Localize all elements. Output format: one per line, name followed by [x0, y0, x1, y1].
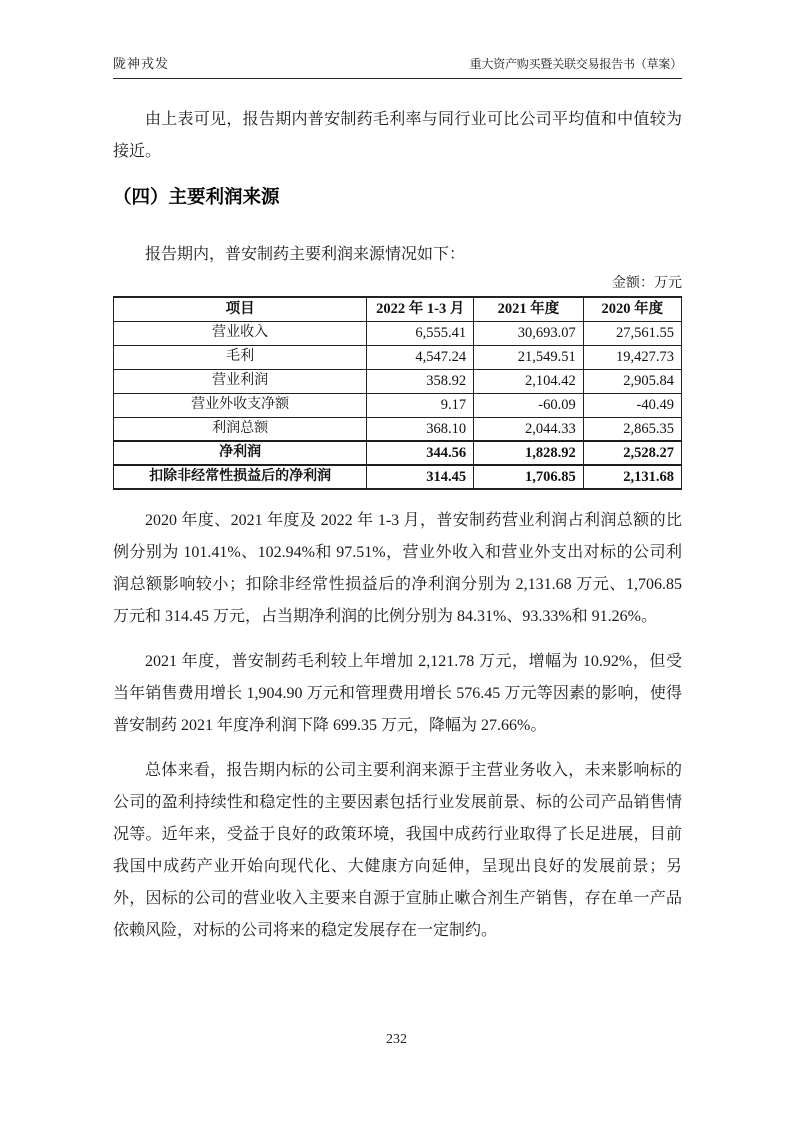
page-number: 232 [386, 1032, 407, 1047]
analysis-paragraph: 2021 年度，普安制药毛利较上年增加 2,121.78 万元，增幅为 10.92%，但受当年销售费用增长 1,904.90 万元和管理费用增长 576.45 万元等因素的影响，使得普安制药 2021 年度净利润下降 699.35 万元，降幅为 27.66%。 [113, 653, 682, 734]
table-row [114, 321, 682, 345]
row-value: 1,828.92 [474, 441, 584, 465]
row-value: 2,905.84 [583, 369, 681, 393]
table-row [114, 465, 682, 489]
analysis-paragraph: 2020 年度、2021 年度及 2022 年 1-3 月，普安制药营业利润占利润总额的比例分别为 101.41%、102.94%和 97.51%，营业外收入和营业外支出对标的公司利润总额影响较小；扣除非经常性损益后的净利润分别为 2,131.68 万元、1,706.85 万元和 314.45 万元，占当期净利润的比例分别为 84.31%、93.33%和 91.26%。 [113, 512, 682, 625]
row-value: 21,549.51 [474, 345, 584, 369]
row-label: 营业外收支净额 [114, 393, 367, 417]
row-value: -40.49 [583, 393, 681, 417]
row-value: 30,693.07 [474, 321, 584, 345]
row-label: 毛利 [114, 345, 367, 369]
row-label: 扣除非经常性损益后的净利润 [114, 465, 367, 489]
row-value: 358.92 [367, 369, 474, 393]
table-header-2021: 2021 年度 [474, 297, 584, 321]
table-header-row [114, 297, 682, 321]
page-content [113, 0, 682, 947]
table-header-2020: 2020 年度 [583, 297, 681, 321]
row-value: 344.56 [367, 441, 474, 465]
row-value: -60.09 [474, 393, 584, 417]
table-row [114, 441, 682, 465]
row-value: 314.45 [367, 465, 474, 489]
table-row [114, 417, 682, 441]
running-header [113, 0, 682, 79]
profit-source-table [113, 296, 682, 490]
intro-paragraph: 由上表可见，报告期内普安制药毛利率与同行业可比公司平均值和中值较为接近。 [113, 111, 682, 160]
row-value: 2,865.35 [583, 417, 681, 441]
row-value: 4,547.24 [367, 345, 474, 369]
amount-unit-note: 金额：万元 [612, 276, 682, 291]
row-value: 2,104.42 [474, 369, 584, 393]
row-label: 营业收入 [114, 321, 367, 345]
row-value: 19,427.73 [583, 345, 681, 369]
row-label: 净利润 [114, 441, 367, 465]
row-value: 6,555.41 [367, 321, 474, 345]
row-value: 1,706.85 [474, 465, 584, 489]
analysis-paragraph: 总体来看，报告期内标的公司主要利润来源于主营业务收入，未来影响标的公司的盈利持续性和稳定性的主要因素包括行业发展前景、标的公司产品销售情况等。近年来，受益于良好的政策环境，我国中成药行业取得了长足进展，目前我国中成药产业开始向现代化、大健康方向延伸，呈现出良好的发展前景；另外，因标的公司的营业收入主要来自源于宣肺止嗽合剂生产销售，存在单一产品依赖风险，对标的公司将来的稳定发展存在一定制约。 [113, 762, 682, 939]
table-row [114, 345, 682, 369]
lead-paragraph: 报告期内，普安制药主要利润来源情况如下： [145, 246, 466, 263]
row-value: 2,528.27 [583, 441, 681, 465]
table-header-2022: 2022 年 1-3 月 [367, 297, 474, 321]
row-value: 9.17 [367, 393, 474, 417]
section-heading: （四）主要利润来源 [113, 186, 280, 207]
row-value: 368.10 [367, 417, 474, 441]
table-row [114, 393, 682, 417]
header-company-name: 陇神戎发 [113, 56, 170, 71]
row-value: 27,561.55 [583, 321, 681, 345]
analysis-section [113, 505, 682, 947]
row-value: 2,044.33 [474, 417, 584, 441]
row-value: 2,131.68 [583, 465, 681, 489]
row-label: 利润总额 [114, 417, 367, 441]
header-document-title: 重大资产购买暨关联交易报告书（草案） [469, 57, 682, 71]
table-row [114, 369, 682, 393]
row-label: 营业利润 [114, 369, 367, 393]
table-header-item: 项目 [225, 301, 255, 318]
